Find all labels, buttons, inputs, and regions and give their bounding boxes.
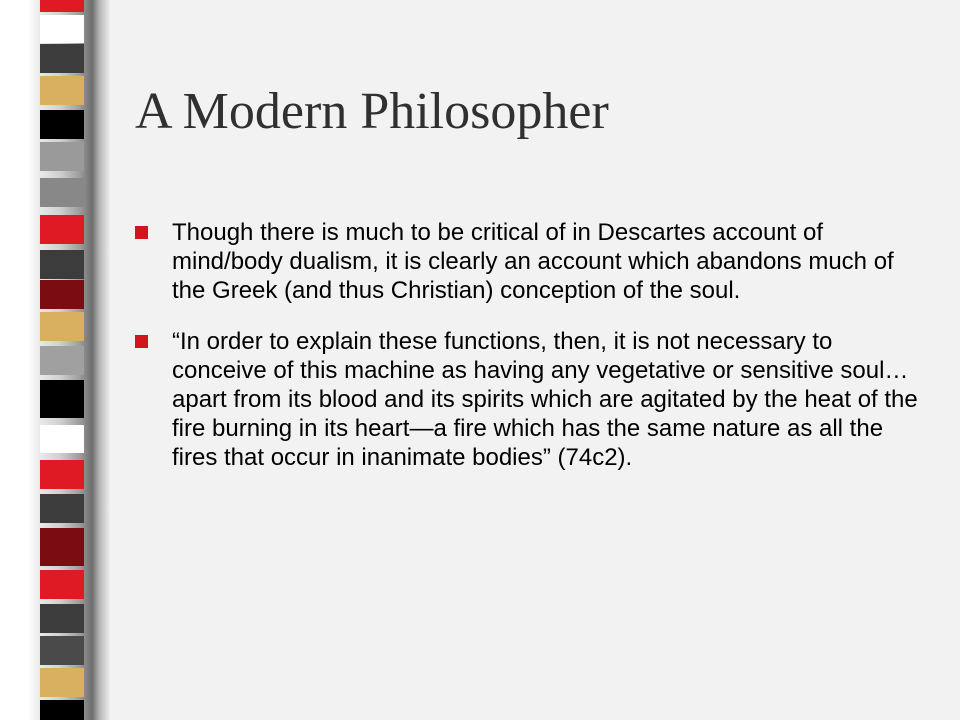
stripe-block [40, 380, 84, 418]
stripe-block [40, 0, 84, 12]
stripe-block [40, 346, 84, 375]
stripe-block [40, 76, 84, 105]
stripe-block [40, 528, 84, 566]
decorative-stripe [0, 0, 110, 720]
stripe-block [40, 700, 84, 720]
bullet-text: Though there is much to be critical of in Descartes account of mind/body dualism, it is clearly an account which abandons much of the Greek (and thus Christian) conception of the soul. [172, 219, 894, 304]
square-bullet-icon [135, 335, 148, 348]
square-bullet-icon [135, 226, 148, 239]
bullet-text: “In order to explain these functions, then, it is not necessary to conceive of this machine as having any vegetative or sensitive soul…apart from its blood and its spirits which are agitated by the heat of the fire burning in its heart—a fire which has the same nature as all the fires that occur in inanimate bodies” (74c2). [172, 328, 918, 471]
stripe-block [40, 142, 84, 171]
stripe-block [40, 15, 84, 43]
stripe-block [40, 178, 84, 207]
stripe-block [40, 570, 84, 599]
stripe-block [40, 460, 84, 489]
stripe-block [40, 280, 84, 309]
stripe-block [40, 250, 84, 279]
bullet-list [135, 218, 925, 494]
stripe-block [40, 44, 84, 73]
stripe-block [40, 110, 84, 139]
stripe-block [40, 312, 84, 341]
stripe-block [40, 604, 84, 633]
stripe-block [40, 425, 84, 453]
stripe-block [40, 215, 84, 244]
stripe-block [40, 494, 84, 523]
stripe-block [40, 668, 84, 697]
bullet-item [135, 218, 925, 305]
slide-title: A Modern Philosopher [135, 83, 609, 140]
stripe-block [40, 636, 84, 665]
bullet-item [135, 327, 925, 472]
